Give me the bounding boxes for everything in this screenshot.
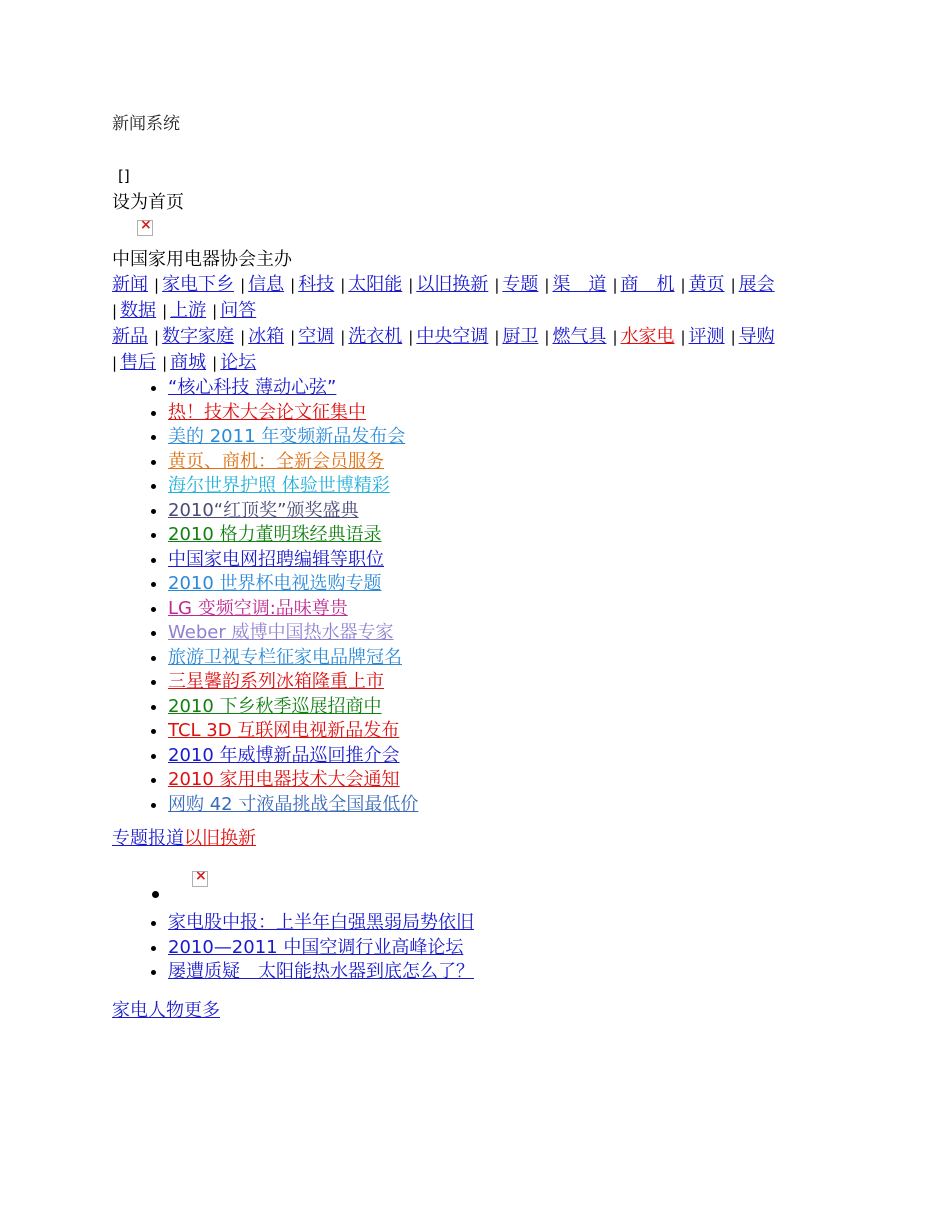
nav-separator: | <box>494 328 500 346</box>
logo-image-row <box>112 216 842 246</box>
list-item <box>168 911 842 936</box>
nav-link[interactable]: 冰箱 <box>248 326 285 347</box>
nav-separator: | <box>612 328 618 346</box>
list-item <box>168 474 842 499</box>
list-item <box>168 646 842 671</box>
nav-separator: | <box>408 328 414 346</box>
nav-link[interactable]: 问答 <box>220 300 257 321</box>
nav-link[interactable]: 科技 <box>298 274 335 295</box>
nav-link[interactable]: 商城 <box>170 352 207 373</box>
nav-separator: | <box>162 302 168 320</box>
list-item <box>168 548 842 573</box>
list-item-link[interactable]: 2010—2011 中国空调行业高峰论坛 <box>168 936 464 958</box>
broken-image-icon <box>137 220 153 236</box>
site-title: 新闻系统 <box>112 114 180 134</box>
nav-separator: | <box>154 328 160 346</box>
nav-link[interactable]: 数据 <box>120 300 157 321</box>
list-item <box>168 719 842 744</box>
nav-link[interactable]: 燃气具 <box>552 326 607 347</box>
list-item-link[interactable]: 美的 2011 年变频新品发布会 <box>168 426 406 447</box>
list-item-link[interactable]: 2010“红顶奖”颁奖盛典 <box>168 499 359 521</box>
list-item-link[interactable]: 屡遭质疑 太阳能热水器到底怎么了？ <box>168 961 474 982</box>
nav-link[interactable]: 数字家庭 <box>162 326 235 347</box>
nav-separator: | <box>290 328 296 346</box>
nav-separator: | <box>730 328 736 346</box>
nav-separator: | <box>680 276 686 294</box>
list-item <box>168 376 842 401</box>
list-item-link[interactable]: LG 变频空调:品味尊贵 <box>168 597 348 619</box>
list-item-link[interactable]: 2010 下乡秋季巡展招商中 <box>168 695 382 717</box>
list-item-link[interactable]: 中国家电网招聘编辑等职位 <box>168 548 384 570</box>
list-item <box>168 425 842 450</box>
list-item <box>168 450 842 475</box>
list-item <box>168 793 842 818</box>
list-item <box>168 768 842 793</box>
nav-link[interactable]: 水家电 <box>620 326 675 347</box>
nav-link[interactable]: 家电下乡 <box>162 274 235 295</box>
people-section <box>112 999 842 1023</box>
list-item-link[interactable]: 2010 年威博新品巡回推介会 <box>168 744 400 766</box>
list-item <box>168 523 842 548</box>
nav-separator: | <box>408 276 414 294</box>
nav-link[interactable]: 论坛 <box>220 352 257 373</box>
nav-link[interactable]: 新闻 <box>112 274 148 295</box>
list-item <box>168 621 842 646</box>
trade-in-link[interactable]: 以旧换新 <box>184 828 256 849</box>
bullet-dot <box>152 891 159 898</box>
list-item-link[interactable]: 三星馨韵系列冰箱隆重上市 <box>168 671 384 692</box>
nav-link[interactable]: 上游 <box>170 300 207 321</box>
main-nav <box>112 272 842 324</box>
list-item-link[interactable]: 2010 世界杯电视选购专题 <box>168 573 382 594</box>
nav-separator: | <box>544 328 550 346</box>
nav-separator: | <box>340 276 346 294</box>
nav-link[interactable]: 评测 <box>688 326 725 347</box>
list-item <box>168 670 842 695</box>
nav-link[interactable]: 空调 <box>298 326 335 347</box>
nav-link[interactable]: 售后 <box>120 352 157 373</box>
nav-link[interactable]: 展会 <box>738 274 775 295</box>
nav-separator: | <box>730 276 736 294</box>
nav-separator: | <box>290 276 296 294</box>
special-report-list <box>112 911 842 985</box>
list-item <box>168 936 842 961</box>
list-item <box>168 744 842 769</box>
special-report-header <box>112 827 842 851</box>
list-item <box>168 960 842 985</box>
list-item <box>168 499 842 524</box>
list-item <box>168 572 842 597</box>
page-root <box>112 112 842 1023</box>
list-item <box>168 597 842 622</box>
nav-link[interactable]: 黄页 <box>688 274 725 295</box>
promo-list-top <box>112 376 842 523</box>
people-more-link[interactable]: 家电人物更多 <box>112 999 220 1021</box>
nav-link[interactable]: 厨卫 <box>502 326 539 347</box>
nav-link[interactable]: 洗衣机 <box>348 326 403 347</box>
nav-separator: | <box>494 276 500 294</box>
nav-link[interactable]: 太阳能 <box>348 274 403 295</box>
nav-separator: | <box>340 328 346 346</box>
nav-separator: | <box>154 276 160 294</box>
special-report-link[interactable]: 专题报道 <box>112 828 184 849</box>
list-item <box>168 695 842 720</box>
list-item-link[interactable]: 家电股中报：上半年白强黑弱局势依旧 <box>168 912 474 933</box>
nav-separator: | <box>544 276 550 294</box>
list-item-link[interactable]: TCL 3D 互联网电视新品发布 <box>168 720 400 741</box>
nav-link[interactable]: 以旧换新 <box>416 274 489 295</box>
nav-separator: | <box>612 276 618 294</box>
nav-separator: | <box>162 354 168 372</box>
nav-link[interactable]: 新品 <box>112 326 148 347</box>
promo-list-main <box>112 523 842 817</box>
nav-separator: | <box>212 354 218 372</box>
nav-separator: | <box>240 328 246 346</box>
list-item-link[interactable]: 热！技术大会论文征集中 <box>168 401 366 423</box>
bracket-placeholder: [] <box>118 167 130 185</box>
list-item-link[interactable]: 2010 家用电器技术大会通知 <box>168 769 400 790</box>
category-nav <box>112 324 842 376</box>
list-item-link[interactable]: 网购 42 寸液晶挑战全国最低价 <box>168 793 419 815</box>
list-item-link[interactable]: Weber 威博中国热水器专家 <box>168 622 394 643</box>
nav-link[interactable]: 导购 <box>738 326 775 347</box>
list-item-link[interactable]: 2010 格力董明珠经典语录 <box>168 524 382 545</box>
nav-link[interactable]: 专题 <box>502 274 539 295</box>
list-item-link[interactable]: 海尔世界护照 体验世博精彩 <box>168 475 390 496</box>
nav-separator: | <box>112 354 118 372</box>
nav-link[interactable]: 渠 道 <box>552 274 607 295</box>
nav-link[interactable]: 中央空调 <box>416 326 489 347</box>
nav-link[interactable]: 信息 <box>248 274 285 295</box>
nav-separator: | <box>112 302 118 320</box>
host-organization: 中国家用电器协会主办 <box>112 249 292 270</box>
nav-separator: | <box>212 302 218 320</box>
list-item-link[interactable]: “核心科技 薄动心弦” <box>168 377 337 398</box>
nav-link[interactable]: 商 机 <box>620 274 675 295</box>
set-homepage-link[interactable]: 设为首页 <box>112 192 184 213</box>
special-image-item <box>112 865 842 911</box>
broken-image-icon <box>192 871 208 887</box>
list-item <box>168 401 842 426</box>
list-item-link[interactable]: 旅游卫视专栏征家电品牌冠名 <box>168 646 402 668</box>
nav-separator: | <box>680 328 686 346</box>
nav-separator: | <box>240 276 246 294</box>
list-item-link[interactable]: 黄页、商机：全新会员服务 <box>168 450 384 472</box>
